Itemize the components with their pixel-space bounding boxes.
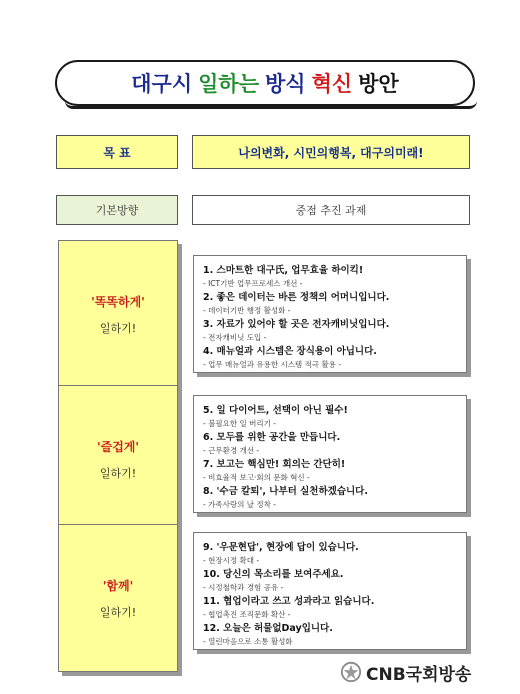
task-sub: - 업무 매뉴얼과 유용한 시스템 적극 활용 -	[203, 360, 342, 369]
task-sub: - ICT기반 업무프로세스 개선 -	[203, 279, 303, 288]
task-sub: - 열린마음으로 소통 활성화	[203, 637, 293, 646]
direction-sub: 일하기!	[99, 321, 137, 335]
task-sub: - 가족사랑의 날 정착 -	[203, 500, 276, 509]
task-item	[203, 264, 466, 290]
task-item	[203, 568, 466, 594]
task-title: 9. '우문현답', 현장에 답이 있습니다.	[203, 542, 359, 553]
direction-name: '함께'	[102, 578, 134, 593]
task-item	[203, 458, 466, 484]
task-sub: - 전자캐비닛 도입 -	[203, 333, 267, 342]
direction-name: '즐겁게'	[96, 439, 140, 454]
task-title: 8. '수금 칼퇴', 나부터 실천하겠습니다.	[203, 486, 368, 497]
task-title: 4. 매뉴얼과 시스템은 장식용이 아닙니다.	[203, 346, 377, 357]
title-part-3: 방식	[264, 72, 306, 96]
task-title: 10. 당신의 목소리를 보여주세요.	[203, 569, 344, 580]
task-item	[203, 541, 466, 567]
task-sub: - 근무환경 개선 -	[203, 446, 260, 455]
direction-name: '똑똑하게'	[91, 294, 145, 309]
logo-text: CNB국회방송	[366, 664, 472, 685]
cnb-logo-icon	[340, 661, 362, 683]
goal-label: 목 표	[56, 135, 178, 169]
goal-text: 나의변화, 시민의행복, 대구의미래!	[192, 135, 470, 169]
task-box-2	[193, 395, 467, 513]
task-title: 5. 일 다이어트, 선택이 아닌 필수!	[203, 405, 348, 416]
task-title: 1. 스마트한 대구氏, 업무효율 하이킥!	[203, 265, 364, 276]
direction-sub: 일하기!	[99, 605, 137, 619]
task-box-1	[193, 255, 467, 373]
direction-box-1	[58, 240, 178, 388]
page-title	[55, 60, 475, 106]
task-item	[203, 622, 466, 648]
task-item	[203, 404, 466, 430]
task-item	[203, 291, 466, 317]
direction-sub: 일하기!	[99, 466, 137, 480]
direction-box-3	[58, 524, 178, 672]
task-title: 2. 좋은 데이터는 바른 정책의 어머니입니다.	[203, 292, 390, 303]
task-sub: - 협업촉진 조직문화 확산 -	[203, 610, 291, 619]
direction-box-2	[58, 385, 178, 533]
task-title: 7. 보고는 핵심만! 회의는 간단히!	[203, 459, 346, 470]
task-sub: - 불필요한 일 버리기 -	[203, 419, 276, 428]
task-title: 11. 협업이라고 쓰고 성과라고 읽습니다.	[203, 596, 375, 607]
title-part-1: 대구시	[131, 72, 193, 96]
title-part-4: 혁신	[311, 72, 353, 96]
task-item	[203, 485, 466, 511]
cnb-logo	[340, 657, 471, 687]
task-item	[203, 318, 466, 344]
header-key-tasks: 중점 추진 과제	[192, 195, 470, 225]
task-sub: - 비효율적 보고·회의 문화 혁신 -	[203, 473, 310, 482]
task-title: 3. 자료가 있어야 할 곳은 전자캐비닛입니다.	[203, 319, 390, 330]
task-sub: - 데이터기반 행정 활성화 -	[203, 306, 291, 315]
task-item	[203, 595, 466, 621]
task-item	[203, 431, 466, 457]
task-title: 12. 오늘은 허물없Day입니다.	[203, 623, 333, 634]
title-part-2: 일하는	[198, 72, 259, 96]
header-basic-direction: 기본방향	[56, 195, 178, 225]
title-part-5: 방안	[358, 72, 399, 96]
task-sub: - 현장시정 확대 -	[203, 556, 260, 565]
task-sub: - 시정철학과 경험 공유 -	[203, 583, 284, 592]
task-title: 6. 모두를 위한 공간을 만듭니다.	[203, 432, 341, 443]
task-box-3	[193, 532, 467, 650]
task-item	[203, 345, 466, 371]
